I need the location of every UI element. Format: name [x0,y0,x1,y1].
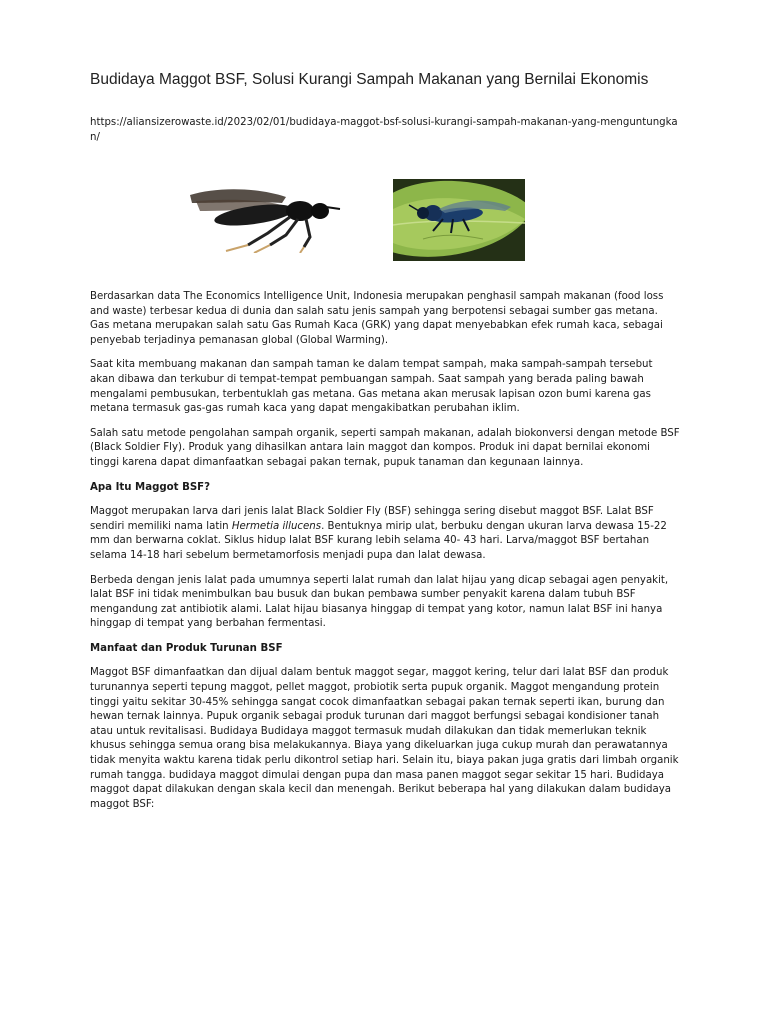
section-heading: Manfaat dan Produk Turunan BSF [90,642,283,654]
paragraph [90,505,680,563]
article-url[interactable]: https://aliansizerowaste.id/2023/02/01/budidaya-maggot-bsf-solusi-kurangi-sampah-makanan-yang-menguntungkan/ [90,117,678,143]
latin-name: Hermetia illucens [231,520,322,532]
article-body [90,290,680,822]
paragraph-text: . Bentuknya mirip ulat, berbuku dengan ukuran larva dewasa 15-22 mm dan berwarna coklat. Siklus hidup lalat BSF kurang lebih selama 40- 43 hari. Larva/maggot BSF bertahan selama 14-18 hari sebelum bermetamorfosis menjadi pupa dan lalat dewasa. [90,520,667,561]
paragraph: Saat kita membuang makanan dan sampah taman ke dalam tempat sampah, maka sampah-sampah tersebut akan dibawa dan terkubur di tempat-tempat pembuangan sampah. Saat sampah yang berada paling bawah mengalami pembusukan, terbentuklah gas metana. Gas metana akan merusak lapisan ozon bumi karena gas metana termasuk gas-gas rumah kaca yang dapat mengakibatkan perubahan iklim. [90,359,653,415]
paragraph: Salah satu metode pengolahan sampah organik, seperti sampah makanan, adalah biokonversi dengan metode BSF (Black Soldier Fly). Produk yang dihasilkan antara lain maggot dan kompos. Produk ini dapat bernilai ekonomi tinggi karena dapat dimanfaatkan sebagai pakan ternak, pupuk tanaman dan kegunaan lainnya. [90,427,680,468]
paragraph: Berdasarkan data The Economics Intelligence Unit, Indonesia merupakan penghasil sampah makanan (food loss and waste) terbesar kedua di dunia dan salah satu jenis sampah yang berpotensi sebagai sumber gas metana. Gas metana merupakan salah satu Gas Rumah Kaca (GRK) yang dapat menyebabkan efek rumah kaca, sebagai penyebab terjadinya pemanasan global (Global Warming). [90,291,664,346]
paragraph: Berbeda dengan jenis lalat pada umumnya seperti lalat rumah dan lalat hijau yang dicap sebagai agen penyakit, lalat BSF ini tidak menimbulkan bau busuk dan bukan pembawa sumber penyakit karena dalam tubuh BSF mengandung zat antibiotik alami. Lalat hijau biasanya hinggap di tempat yang kotor, namun lalat BSF ini hanya hinggap di tempat yang berbahan fermentasi. [90,574,669,630]
black-soldier-fly-photo [186,181,342,253]
article-title: Budidaya Maggot BSF, Solusi Kurangi Sampah Makanan yang Bernilai Ekonomis [90,71,649,88]
paragraph-text: Maggot merupakan larva dari jenis lalat Black Soldier Fly (BSF) sehingga sering disebut maggot BSF. Lalat BSF sendiri memiliki nama latin [90,506,654,532]
section-heading: Apa Itu Maggot BSF? [90,481,211,493]
paragraph: Maggot BSF dimanfaatkan dan dijual dalam bentuk maggot segar, maggot kering, telur dari lalat BSF dan produk turunannya seperti tepung maggot, pellet maggot, probiotik serta pupuk organik. Maggot mengandung protein tinggi yaitu sekitar 30-45% sehingga sangat cocok dimanfaatkan sebagai pakan ternak seperti ikan, burung dan hewan ternak lainnya. Pupuk organik sebagai produk turunan dari maggot berfungsi sebagai kondisioner tanah atau untuk revitalisasi. Budidaya Budidaya maggot termasuk mudah dilakukan dan tidak memerlukan teknik khusus sehingga semua orang bisa melakukannya. Biaya yang dikeluarkan juga cukup murah dan perawatannya tidak menyita waktu karena tidak perlu dikontrol setiap hari. Selain itu, biaya pakan juga gratis dari limbah organik rumah tangga. budidaya maggot dimulai dengan pupa dan masa panen maggot segar sekitar 15 hari. Budidaya maggot dapat dilakukan dengan skala kecil dan menengah. Berikut beberapa hal yang dilakukan dalam budidaya maggot BSF: [90,667,679,810]
blue-fly-on-leaf-photo [393,179,525,261]
